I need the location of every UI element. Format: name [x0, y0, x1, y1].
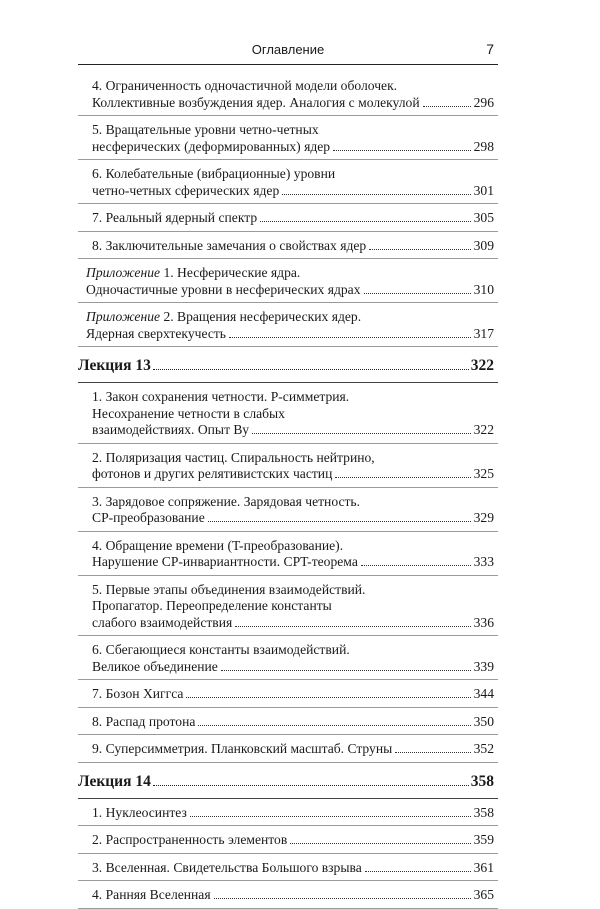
toc-entry[interactable] — [78, 160, 498, 204]
entry-line-text: 4. Ранняя Вселенная — [92, 887, 211, 902]
entry-page-number: 359 — [473, 832, 494, 847]
entry-line: Пропагатор. Переопределение константы — [92, 598, 332, 613]
dot-leader — [190, 816, 471, 817]
entry-page-number: 358 — [473, 804, 494, 820]
lecture-page-number: 322 — [470, 357, 494, 374]
entry-line: Несохранение четности в слабых — [92, 405, 285, 421]
entry-line-text: 7. Бозон Хиггса — [92, 686, 184, 701]
dot-leader — [186, 697, 470, 698]
toc-entry[interactable] — [78, 826, 498, 854]
dot-leader — [369, 249, 470, 250]
header-page-number: 7 — [486, 41, 494, 57]
entry-line-text: взаимодействиях. Опыт Ву — [92, 422, 250, 437]
dot-leader — [282, 194, 470, 195]
entry-line-text: Великое объединение — [92, 658, 218, 674]
entry-line: 1. Закон сохранения четности. P-симметрия. — [92, 389, 350, 404]
toc-entry[interactable] — [78, 680, 498, 708]
toc-entry[interactable] — [78, 881, 498, 909]
entry-last-line — [78, 282, 498, 299]
entry-line: 4. Обращение времени (T-преобразование). — [92, 537, 344, 553]
entry-line-text: Коллективные возбуждения ядер. Аналогия с молекулой — [92, 94, 420, 110]
entry-line-text: 3. Вселенная. Свидетельства Большого взрыва — [92, 859, 362, 875]
entry-page-number: 296 — [473, 94, 494, 110]
toc-entry[interactable] — [78, 735, 498, 763]
entry-line-text: несферических (деформированных) ядер — [92, 138, 331, 154]
entry-line: 4. Ограниченность одночастичной модели оболочек. — [92, 78, 398, 93]
entry-last-line — [78, 510, 498, 527]
entry-last-line — [78, 714, 498, 731]
dot-leader — [208, 521, 471, 522]
entry-last-line — [78, 887, 498, 904]
entry-line: 2. Поляризация частиц. Спиральность нейтрино, — [92, 449, 375, 465]
entry-line: 6. Сбегающиеся константы взаимодействий. — [92, 642, 350, 657]
toc-entry[interactable] — [78, 488, 498, 532]
toc-entry[interactable] — [78, 854, 498, 882]
entry-line: 6. Колебательные (вибрационные) уровни — [92, 166, 336, 181]
header-title: Оглавление — [251, 42, 325, 57]
entry-last-line — [78, 615, 498, 632]
entry-last-line — [78, 326, 498, 343]
dot-leader — [395, 752, 470, 753]
dot-leader — [214, 898, 471, 899]
lecture-page-number: 358 — [470, 772, 494, 790]
entry-last-line — [78, 659, 498, 676]
entry-page-number: 336 — [473, 614, 494, 630]
entry-page-number: 325 — [473, 466, 494, 481]
dot-leader — [221, 670, 471, 671]
toc-entry[interactable] — [78, 444, 498, 488]
toc-entry[interactable] — [78, 204, 498, 232]
entry-page-number: 365 — [473, 887, 494, 902]
entry-line-text: 8. Распад протона — [92, 713, 196, 729]
entry-line: 5. Первые этапы объединения взаимодействий. — [92, 581, 366, 597]
entry-line-text: четно-четных сферических ядер — [92, 182, 280, 198]
entry-last-line — [78, 741, 498, 758]
dot-leader — [198, 725, 470, 726]
entry-line — [78, 265, 498, 282]
entry-page-number: 352 — [473, 741, 494, 756]
entry-line-text: фотонов и других релятивистских частиц — [92, 466, 333, 481]
entry-last-line — [78, 805, 498, 822]
entry-line-text: Ядерная сверхтекучесть — [86, 325, 226, 341]
dot-leader — [335, 477, 470, 478]
dot-leader — [235, 626, 470, 627]
appendix-prefix: Приложение — [86, 265, 161, 280]
dot-leader — [153, 785, 469, 786]
toc-entry[interactable] — [78, 576, 498, 637]
entry-line-text: 1. Нуклеосинтез — [92, 804, 187, 820]
appendix-prefix: Приложение — [86, 309, 161, 324]
toc-entry[interactable] — [78, 232, 498, 260]
dot-leader — [153, 369, 469, 370]
entry-line — [78, 309, 498, 326]
entry-page-number: 333 — [473, 554, 494, 569]
entry-last-line — [78, 183, 498, 200]
entry-line-text: 2. Вращения несферических ядер. — [160, 309, 362, 324]
entry-page-number: 305 — [473, 210, 494, 225]
entry-page-number: 339 — [473, 658, 494, 674]
toc-entry[interactable] — [78, 116, 498, 160]
entry-page-number: 309 — [473, 237, 494, 253]
entry-last-line — [78, 139, 498, 156]
toc-entry[interactable] — [78, 799, 498, 827]
running-header — [78, 40, 498, 62]
toc-entry[interactable] — [78, 72, 498, 116]
toc-entry[interactable] — [78, 383, 498, 444]
entry-line-text: 7. Реальный ядерный спектр — [92, 210, 258, 225]
entry-line-text: слабого взаимодействия — [92, 614, 233, 630]
dot-leader — [365, 871, 471, 872]
entry-page-number: 322 — [473, 422, 494, 437]
dot-leader — [333, 150, 471, 151]
entry-line-text: 9. Суперсимметрия. Планковский масштаб. Струны — [92, 741, 393, 756]
toc-entry[interactable] — [78, 636, 498, 680]
entry-line-text: Нарушение CP-инвариантности. CPT-теорема — [92, 554, 358, 569]
lecture-title: Лекция 13 — [78, 357, 151, 374]
entry-last-line — [78, 466, 498, 483]
dot-leader — [423, 106, 471, 107]
toc-entry[interactable] — [78, 303, 498, 347]
entry-page-number: 301 — [473, 182, 494, 198]
entry-last-line — [78, 860, 498, 877]
entry-page-number: 344 — [473, 686, 494, 701]
entry-page-number: 317 — [473, 325, 494, 341]
toc-entry[interactable] — [78, 532, 498, 576]
toc-entry[interactable] — [78, 708, 498, 736]
entry-page-number: 298 — [473, 138, 494, 154]
lecture-heading[interactable] — [78, 763, 498, 799]
entry-last-line — [78, 95, 498, 112]
entry-page-number: 329 — [473, 510, 494, 525]
entry-last-line — [78, 238, 498, 255]
dot-leader — [361, 565, 471, 566]
entry-line-text: 8. Заключительные замечания о свойствах ядер — [92, 237, 367, 253]
dot-leader — [290, 843, 470, 844]
entry-line: 5. Вращательные уровни четно-четных — [92, 122, 319, 137]
entry-page-number: 350 — [473, 713, 494, 729]
lecture-title: Лекция 14 — [78, 772, 151, 790]
entry-last-line — [78, 422, 498, 439]
entry-line-text: 1. Несферические ядра. — [160, 265, 301, 280]
entry-last-line — [78, 554, 498, 571]
toc-entry[interactable] — [78, 259, 498, 303]
entry-page-number: 310 — [473, 281, 494, 297]
entry-line-text: Одночастичные уровни в несферических ядрах — [86, 281, 361, 297]
entry-last-line — [78, 832, 498, 849]
entry-line-text: 2. Распространенность элементов — [92, 832, 288, 847]
header-rule — [78, 64, 498, 65]
entry-last-line — [78, 210, 498, 227]
dot-leader — [252, 433, 471, 434]
dot-leader — [260, 221, 470, 222]
dot-leader — [229, 337, 471, 338]
entry-line-text: CP-преобразование — [92, 510, 205, 525]
dot-leader — [364, 293, 471, 294]
entry-page-number: 361 — [473, 859, 494, 875]
lecture-heading[interactable] — [78, 347, 498, 383]
table-of-contents — [78, 72, 498, 909]
entry-last-line — [78, 686, 498, 703]
entry-line: 3. Зарядовое сопряжение. Зарядовая четность. — [92, 493, 361, 509]
